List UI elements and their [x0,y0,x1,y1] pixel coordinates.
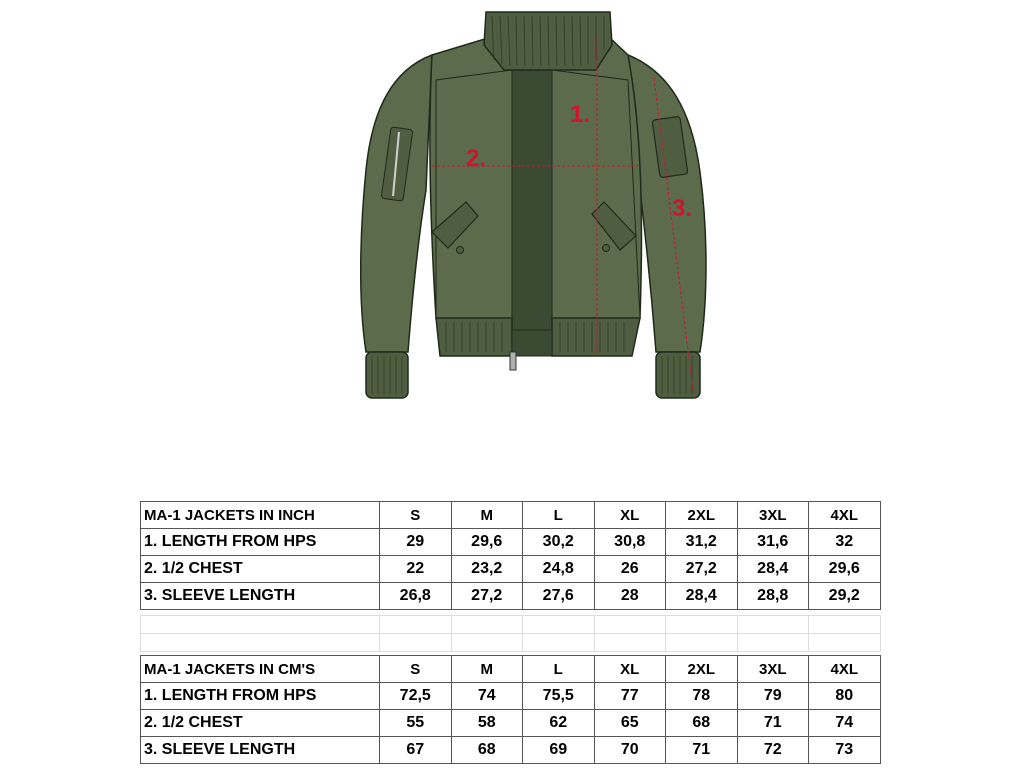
table-cell: 32 [809,529,881,556]
size-header: M [451,502,523,529]
table-row [141,737,881,764]
table-cell: 22 [380,556,452,583]
table-cell: 28,8 [737,583,809,610]
table-cell: 72 [737,737,809,764]
table-cell: 67 [380,737,452,764]
table-cell: 26,8 [380,583,452,610]
size-header: S [380,656,452,683]
table-header-row [141,502,881,529]
size-header: 4XL [809,502,881,529]
size-header: 2XL [666,656,738,683]
size-header: 2XL [666,502,738,529]
inch-size-table [140,501,881,610]
size-header: L [523,502,595,529]
table-cell: 70 [594,737,666,764]
table-cell: 29,2 [809,583,881,610]
table-cell: 28 [594,583,666,610]
table-cell: 30,2 [523,529,595,556]
table-cell: 78 [666,683,738,710]
table-cell: 29,6 [809,556,881,583]
row-label: 2. 1/2 CHEST [141,710,380,737]
table-cell: 29 [380,529,452,556]
table-cell: 74 [809,710,881,737]
table-cell: 79 [737,683,809,710]
size-header: 3XL [737,656,809,683]
table-cell: 71 [737,710,809,737]
size-header: XL [594,502,666,529]
table-cell: 55 [380,710,452,737]
table-cell: 26 [594,556,666,583]
table-cell: 62 [523,710,595,737]
size-header: XL [594,656,666,683]
marker-chest: 2. [466,145,487,172]
table-cell: 75,5 [523,683,595,710]
size-header: M [451,656,523,683]
row-label: 1. LENGTH FROM HPS [141,529,380,556]
zipper-pull [510,352,516,370]
table-cell: 27,2 [666,556,738,583]
table-title: MA-1 JACKETS IN INCH [141,502,380,529]
table-cell: 24,8 [523,556,595,583]
table-cell: 27,6 [523,583,595,610]
size-header: S [380,502,452,529]
table-title: MA-1 JACKETS IN CM'S [141,656,380,683]
table-cell: 73 [809,737,881,764]
marker-length: 1. [570,101,591,128]
cm-size-table [140,655,881,764]
table-cell: 68 [666,710,738,737]
table-cell: 31,2 [666,529,738,556]
table-cell: 58 [451,710,523,737]
table-row [141,583,881,610]
marker-sleeve: 3. [672,195,693,222]
table-cell: 29,6 [451,529,523,556]
table-cell: 72,5 [380,683,452,710]
table-row [141,710,881,737]
table-cell: 69 [523,737,595,764]
table-row [141,556,881,583]
table-cell: 68 [451,737,523,764]
row-label: 3. SLEEVE LENGTH [141,583,380,610]
jacket-waistband [436,318,512,356]
row-label: 1. LENGTH FROM HPS [141,683,380,710]
table-cell: 31,6 [737,529,809,556]
row-label: 3. SLEEVE LENGTH [141,737,380,764]
table-cell: 30,8 [594,529,666,556]
size-header: 3XL [737,502,809,529]
table-cell: 80 [809,683,881,710]
table-cell: 27,2 [451,583,523,610]
table-cell: 71 [666,737,738,764]
table-cell: 77 [594,683,666,710]
row-label: 2. 1/2 CHEST [141,556,380,583]
table-cell: 23,2 [451,556,523,583]
table-header-row [141,656,881,683]
table-cell: 65 [594,710,666,737]
jacket-illustration [340,0,720,410]
left-sleeve [361,55,432,352]
table-cell: 28,4 [737,556,809,583]
table-spacer [140,615,881,652]
table-cell: 74 [451,683,523,710]
table-row [141,683,881,710]
size-header: 4XL [809,656,881,683]
table-row [141,529,881,556]
size-header: L [523,656,595,683]
table-cell: 28,4 [666,583,738,610]
